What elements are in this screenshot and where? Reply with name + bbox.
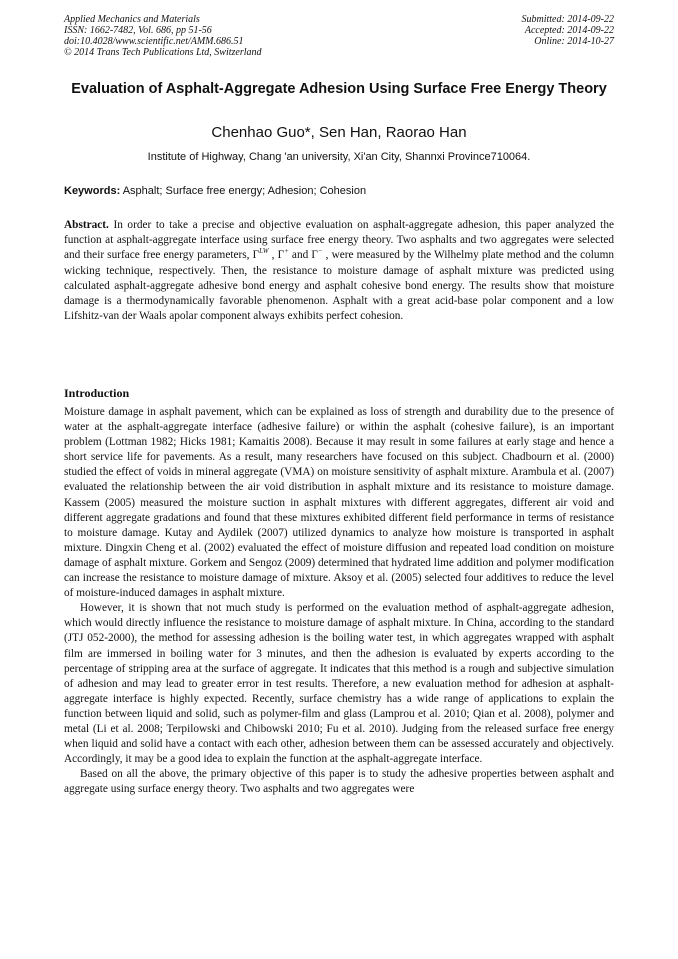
section-heading-introduction: Introduction [64,386,130,400]
journal-name: Applied Mechanics and Materials [64,14,200,25]
affiliation: Institute of Highway, Chang 'an university, Xi'an City, Shannxi Province710064. [147,151,531,163]
paragraph: Based on all the above, the primary objective of this paper is to study the adhesive properties between asphalt and aggregate using surface energy theory. Two asphalts and two aggregates were [64,768,614,796]
gamma-minus-symbol: Γ [311,249,318,262]
gamma-plus-symbol: Γ [277,249,285,262]
gamma-minus-superscript: − [317,247,323,256]
abstract-separator-2: and [288,249,312,262]
copyright-line: © 2014 Trans Tech Publications Ltd, Switzerland [64,47,262,58]
online-date: Online: 2014-10-27 [534,36,614,47]
abstract-text-2: , were measured by the Wilhelmy plate method and the column wicking technique, respectively. Then, the resistance to moisture damage of asphalt mixture was predicted using calculated asphalt-aggregate adhesive bond energy and asphalt cohesive bond energy. The results show that moisture damage is a thermodynamically favorable phenomenon. Asphalt with a great acid-base polar component and a low Lifshitz-van der Waals apolar component always exhibits perfect cohesion. [64,249,615,323]
abstract [64,218,614,324]
doi-line: doi:10.4028/www.scientific.net/AMM.686.51 [64,36,244,47]
submission-dates [522,14,615,47]
submitted-date: Submitted: 2014-09-22 [521,14,614,25]
abstract-label: Abstract. [64,219,109,231]
gamma-lw-superscript: LW [259,247,269,256]
gamma-lw-symbol: Γ [252,249,260,262]
introduction-body [64,405,614,797]
abstract-text-1: In order to take a precise and objective evaluation on asphalt-aggregate adhesion, this paper analyzed the function at asphalt-aggregate interface using surface free energy theory. Two asphalts and two aggregates were selected and their surface free energy parameters, [64,219,614,262]
journal-info [64,14,262,58]
paragraph: Moisture damage in asphalt pavement, which can be explained as loss of strength and durability due to the presence of water at the asphalt-aggregate interface (adhesive failure) or within the asphalt (cohesive failure), is an important problem (Lottman 1982; Hicks 1981; Kamaitis 2008). Because it may result in some failures at early stage and hence a short service life for pavements. As a result, many researchers have focused on this subject. Chadbourn et al. (2000) studied the effect of voids in mineral aggregate (VMA) on moisture sensitivity of asphalt mixture. Arambula et al. (2007) evaluated the relationship between the air void distribution in asphalt mixture and its resistance to moisture damage. Kassem (2005) measured the moisture suction in asphalt mixtures with different aggregates, different air void and different aggregate gradations and found that these mixtures exhibited different field performance in terms of resistance to moisture damage. Kutay and Aydilek (2007) utilized dynamics to analyze how moisture is transported in asphalt mixture. Dingxin Cheng et al. (2002) evaluated the effect of moisture diffusion and repeated load condition on moisture damage of asphalt mixture. Gorkem and Sengoz (2009) determined that hydrated lime addition and polymer modification can increase the resistance to moisture damage of mixture. Aksoy et al. (2005) selected four additives to reduce the level of moisture-induced damages in asphalt mixture. [64,406,614,600]
gamma-plus-superscript: + [284,247,289,256]
author-list: Chenhao Guo*, Sen Han, Raorao Han [211,124,467,141]
paragraph: However, it is shown that not much study is performed on the evaluation method of asphalt-aggregate adhesion, which would directly influence the resistance to moisture damage of asphalt mixture. In China, according to the standard (JTJ 052-2000), the method for assessing adhesion is the boiling water test, in which aggregates wrapped with asphalt film are immersed in boiling water for 3 minutes, and then the adhesion is evaluated by experts according to the percentage of stripping area at the surface of aggregate. It indicates that this method is a rough and subjective simulation of adhesion and may lead to greater error in test results. Therefore, a new evaluation method for adhesion at asphalt-aggregate interface is highly expected. Recently, surface chemistry has a wide range of applications to explain the function between liquid and solid, such as polymer-film and glass (Lamprou et al. 2010; Qian et al. 2008), polymer and metal (Li et al. 2008; Terpilowski and Chibowski 2010; Fu et al. 2010). Judging from the released surface free energy when liquid and solid have a contact with each other, adhesion between them can be assessed accurately and objectively. Accordingly, it may be a good idea to explain the function at the asphalt-aggregate interface. [64,602,614,766]
accepted-date: Accepted: 2014-09-22 [524,25,614,36]
keywords-text: Asphalt; Surface free energy; Adhesion; Cohesion [120,185,367,197]
abstract-separator-1: , [268,249,278,262]
keywords-label: Keywords: [64,185,121,197]
issn-line: ISSN: 1662-7482, Vol. 686, pp 51-56 [64,25,212,36]
paper-title: Evaluation of Asphalt-Aggregate Adhesion Using Surface Free Energy Theory [71,81,607,97]
keywords [64,184,614,198]
